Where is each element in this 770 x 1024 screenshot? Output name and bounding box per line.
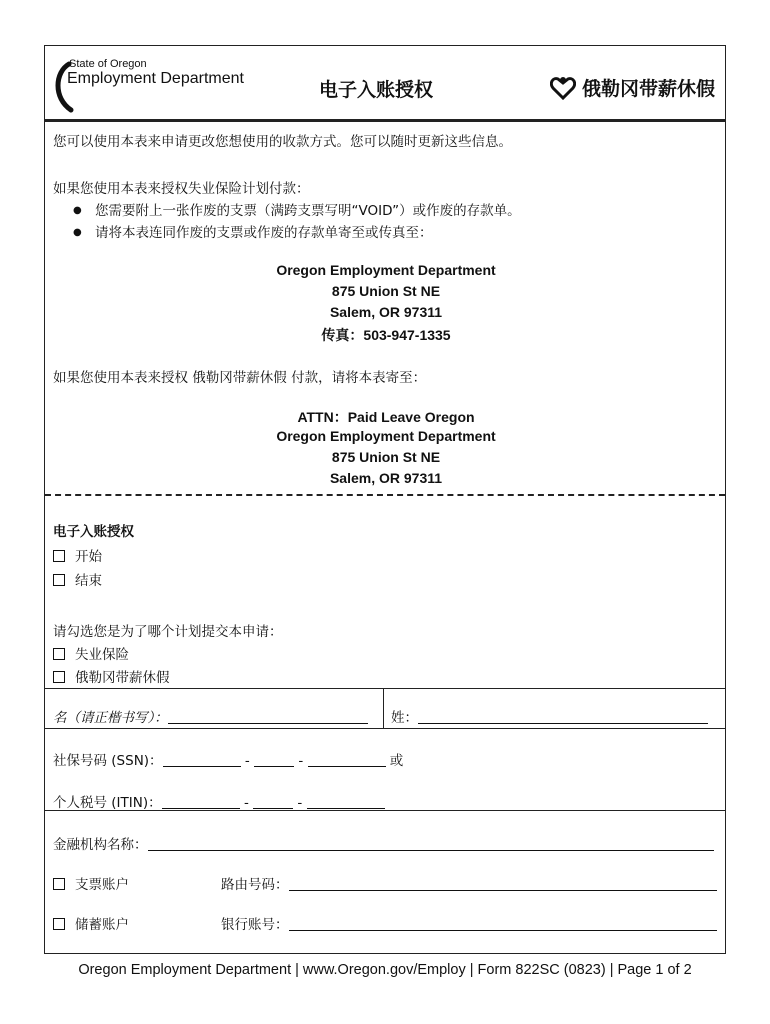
itin-dash: - <box>297 795 303 811</box>
ui-intro-line: 如果您使用本表来授权失业保险计划付款： <box>53 181 310 197</box>
pl-intro-line: 如果您使用本表来授权 俄勒冈带薪休假 付款，请将本表寄至： <box>53 370 427 386</box>
option-end[interactable] <box>53 569 102 589</box>
option-start-label: 开始 <box>75 549 102 565</box>
section-title: 电子入账授权 <box>53 524 134 540</box>
itin-field[interactable] <box>53 791 385 811</box>
intro-line: 您可以使用本表来申请更改您想使用的收款方式。您可以随时更新这些信息。 <box>53 134 512 150</box>
bullet-send-form: ● 请将本表连同作废的支票或作废的存款单寄至或传真至： <box>73 221 433 241</box>
checking-label: 支票账户 <box>75 877 129 893</box>
option-start[interactable] <box>53 545 102 565</box>
address1-line1: Oregon Employment Department <box>276 262 496 278</box>
start-checkbox[interactable] <box>53 550 65 562</box>
heart-icon <box>550 76 576 100</box>
account-field[interactable] <box>221 913 717 933</box>
or-text: 或 <box>389 753 404 769</box>
itin-blank-3[interactable] <box>307 796 385 809</box>
last-name-label: 姓： <box>391 710 418 726</box>
address2-line4: Salem, OR 97311 <box>329 470 443 486</box>
routing-field[interactable] <box>221 873 717 893</box>
ssn-dash: - <box>298 753 304 769</box>
paid-leave-logo-text: 俄勒冈带薪休假 <box>581 78 715 100</box>
itin-dash: - <box>243 795 249 811</box>
ssn-label: 社保号码 (SSN)： <box>53 753 163 769</box>
form-header <box>45 46 725 122</box>
address2-line1: ATTN：Paid Leave Oregon <box>297 409 475 425</box>
ssn-blank-2[interactable] <box>254 754 294 767</box>
page-title: 电子入账授权 <box>319 79 434 101</box>
first-name-label: 名（请正楷书写）： <box>53 710 168 726</box>
routing-label: 路由号码： <box>221 877 289 893</box>
last-name-field[interactable] <box>391 706 708 726</box>
form <box>44 45 726 954</box>
address1-line2: 875 Union St NE <box>331 283 441 299</box>
divider <box>45 688 725 689</box>
routing-blank[interactable] <box>289 878 717 891</box>
address2-line3: 875 Union St NE <box>331 449 441 465</box>
ssn-blank-1[interactable] <box>163 754 241 767</box>
itin-blank-2[interactable] <box>253 796 293 809</box>
end-checkbox[interactable] <box>53 574 65 586</box>
page-footer: Oregon Employment Department | www.Oregon.gov/Employ | Form 822SC (0823) | Page 1 of 2 <box>78 962 692 978</box>
option-end-label: 结束 <box>75 573 102 589</box>
savings-checkbox[interactable] <box>53 918 65 930</box>
logo-state-text: State of Oregon <box>69 58 147 70</box>
address1-line3: Salem, OR 97311 <box>329 304 443 320</box>
last-name-blank[interactable] <box>418 711 708 724</box>
program-paid-leave[interactable] <box>53 666 170 686</box>
divider <box>45 810 725 811</box>
savings-label: 储蓄账户 <box>75 917 129 933</box>
ui-checkbox[interactable] <box>53 648 65 660</box>
bank-name-label: 金融机构名称： <box>53 837 148 853</box>
address2-line2: Oregon Employment Department <box>276 428 496 444</box>
program-ui[interactable] <box>53 643 129 663</box>
first-name-field[interactable] <box>53 706 368 726</box>
paid-leave-checkbox[interactable] <box>53 671 65 683</box>
savings-option[interactable] <box>53 913 129 933</box>
first-name-blank[interactable] <box>168 711 368 724</box>
account-label: 银行账号： <box>221 917 289 933</box>
itin-label: 个人税号 (ITIN)： <box>53 795 162 811</box>
account-blank[interactable] <box>289 918 717 931</box>
ssn-dash: - <box>244 753 250 769</box>
divider <box>45 728 725 729</box>
cut-line <box>45 494 725 496</box>
program-ui-label: 失业保险 <box>75 647 129 663</box>
address1-fax: 传真：503-947-1335 <box>321 327 451 343</box>
ssn-field[interactable] <box>53 749 403 769</box>
bullet-void-check: ● 您需要附上一张作废的支票（满跨支票写明“VOID”）或作废的存款单。 <box>73 199 521 219</box>
bank-name-blank[interactable] <box>148 838 714 851</box>
logo-dept-text: Employment Department <box>67 70 244 87</box>
program-prompt: 请勾选您是为了哪个计划提交本申请： <box>53 624 283 640</box>
bank-name-field[interactable] <box>53 833 714 853</box>
checking-checkbox[interactable] <box>53 878 65 890</box>
paid-leave-logo <box>550 74 715 101</box>
itin-blank-1[interactable] <box>162 796 240 809</box>
name-divider <box>383 688 384 728</box>
ssn-blank-3[interactable] <box>308 754 386 767</box>
program-paid-leave-label: 俄勒冈带薪休假 <box>75 670 170 686</box>
checking-option[interactable] <box>53 873 129 893</box>
